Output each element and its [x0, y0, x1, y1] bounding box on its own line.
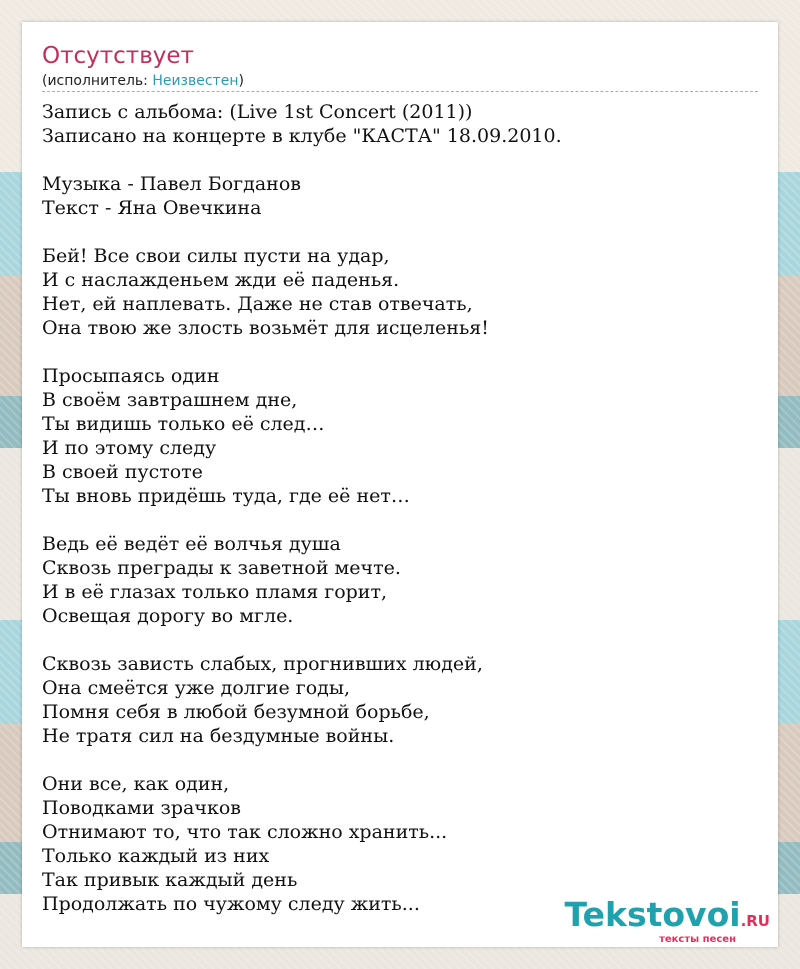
site-logo[interactable] — [565, 897, 770, 945]
lyric-line: В своём завтрашнем дне, — [42, 389, 298, 411]
lyric-line: Продолжать по чужому следу жить... — [42, 893, 420, 915]
lyric-line: Так привык каждый день — [42, 869, 298, 891]
lyrics-card — [22, 22, 778, 947]
stanza-break — [42, 508, 758, 532]
lyric-line: Записано на концерте в клубе "КАСТА" 18.09.2010. — [42, 125, 562, 147]
lyric-line: Запись с альбома: (Live 1st Concert (2011)) — [42, 101, 473, 123]
lyrics-text — [42, 100, 758, 916]
lyric-line: И по этому следу — [42, 437, 217, 459]
lyric-line: Освещая дорогу во мгле. — [42, 605, 294, 627]
title-divider — [42, 91, 758, 92]
lyric-line: Помня себя в любой безумной борьбе, — [42, 701, 430, 723]
lyric-line: Музыка - Павел Богданов — [42, 173, 301, 195]
artist-prefix: (исполнитель: — [42, 73, 153, 89]
lyric-line: Она твою же злость возьмёт для исцеленья! — [42, 317, 489, 339]
stanza-break — [42, 148, 758, 172]
lyric-line: Сквозь зависть слабых, прогнивших людей, — [42, 653, 483, 675]
lyric-line: Они все, как один, — [42, 773, 230, 795]
artist-link[interactable]: Неизвестен — [152, 73, 239, 89]
logo-tld: .RU — [740, 912, 770, 930]
lyric-line: И в её глазах только пламя горит, — [42, 581, 388, 603]
lyric-line: Просыпаясь один — [42, 365, 220, 387]
stanza-break — [42, 628, 758, 652]
logo-wordmark — [565, 897, 770, 939]
stanza-break — [42, 340, 758, 364]
artist-line — [42, 72, 244, 90]
lyric-line: Ведь её ведёт её волчья душа — [42, 533, 341, 555]
lyric-line: Бей! Все свои силы пусти на удар, — [42, 245, 390, 267]
lyric-line: В своей пустоте — [42, 461, 203, 483]
lyric-line: И с наслажденьем жди её паденья. — [42, 269, 400, 291]
artist-suffix: ) — [238, 73, 244, 89]
logo-tagline: тексты песен — [659, 934, 736, 945]
lyric-line: Поводками зрачков — [42, 797, 241, 819]
lyric-line: Она смеётся уже долгие годы, — [42, 677, 350, 699]
lyric-line: Ты вновь придёшь туда, где её нет… — [42, 485, 410, 507]
song-title: Отсутствует — [42, 43, 194, 69]
lyric-line: Только каждый из них — [42, 845, 270, 867]
lyric-line: Ты видишь только её след… — [42, 413, 325, 435]
lyric-line: Отнимают то, что так сложно хранить... — [42, 821, 448, 843]
lyric-line: Сквозь преграды к заветной мечте. — [42, 557, 401, 579]
stanza-break — [42, 220, 758, 244]
logo-name: Tekstovoi — [564, 895, 741, 934]
lyric-line: Текст - Яна Овечкина — [42, 197, 262, 219]
lyric-line: Не тратя сил на бездумные войны. — [42, 725, 395, 747]
stanza-break — [42, 748, 758, 772]
lyric-line: Нет, ей наплевать. Даже не став отвечать, — [42, 293, 473, 315]
